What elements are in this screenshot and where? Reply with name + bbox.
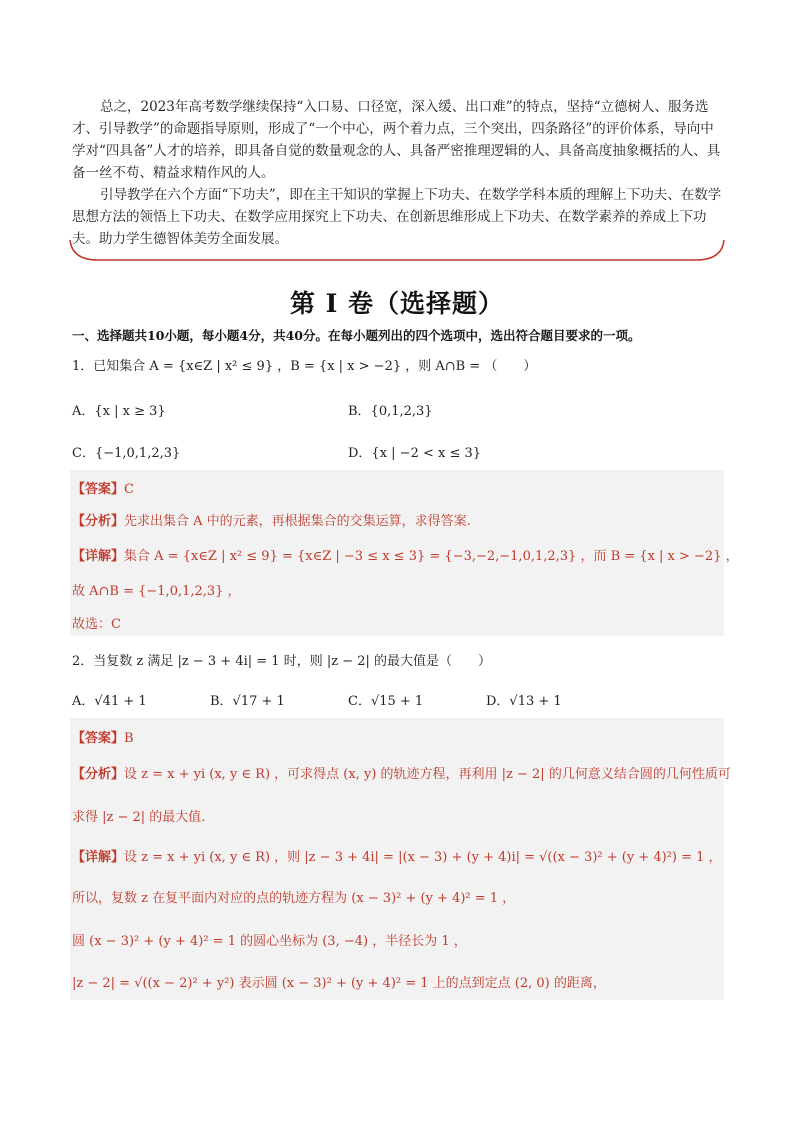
q1-detail-row-1 bbox=[72, 545, 739, 564]
q1-detail-row-3 bbox=[72, 613, 121, 632]
analysis-tag: 【分析】 bbox=[72, 767, 125, 782]
detail-text: |z − 2| = √((x − 2)² + y²) 表示圆 (x − 3)² + (y + 4)² = 1 上的点到定点 (2, 0) 的距离， bbox=[72, 976, 606, 991]
section-title: 第 I 卷（选择题） bbox=[289, 289, 505, 318]
detail-text: 所以，复数 z 在复平面内对应的点的轨迹方程为 (x − 3)² + (y + 4)² = 1 ， bbox=[72, 891, 516, 906]
analysis-text: 先求出集合 A 中的元素，再根据集合的交集运算，求得答案. bbox=[124, 514, 471, 529]
q2-option-a: A．√41 + 1 bbox=[72, 694, 147, 709]
q2-detail-row-3 bbox=[72, 930, 467, 949]
q2-detail-row-1 bbox=[72, 846, 722, 865]
detail-text: 故 A∩B = {−1,0,1,2,3} ， bbox=[72, 584, 241, 599]
analysis-text: 求得 |z − 2| 的最大值. bbox=[72, 810, 206, 825]
answer-value: C bbox=[124, 482, 134, 497]
intro-text bbox=[72, 96, 724, 250]
q1-option-b: B．{0,1,2,3} bbox=[348, 404, 433, 419]
detail-text: 集合 A = {x∈Z | x² ≤ 9} = {x∈Z | −3 ≤ x ≤ 3} = {−3,−2,−1,0,1,2,3} ，而 B = {x | x > −2} ， bbox=[124, 549, 739, 564]
q2-option-b: B．√17 + 1 bbox=[210, 694, 285, 709]
q1-answer-row bbox=[72, 478, 134, 497]
instructions: 一、选择题共10小题，每小题4分，共40分。在每小题列出的四个选项中，选出符合题目要求的一项。 bbox=[72, 328, 641, 343]
answer-tag: 【答案】 bbox=[72, 731, 125, 746]
q2-stem: 2．当复数 z 满足 |z − 3 + 4i| = 1 时，则 |z − 2| 的最大值是（ ） bbox=[72, 654, 492, 669]
q2-detail-row-2 bbox=[72, 887, 515, 906]
q2-option-d: D．√13 + 1 bbox=[486, 694, 562, 709]
q2-option-c: C．√15 + 1 bbox=[348, 694, 424, 709]
intro-paragraph-1: 总之，2023年高考数学继续保持“入口易、口径宽，深入缓、出口难”的特点，坚持“立德树人、服务选才、引导教学”的命题指导原则，形成了“一个中心，两个着力点，三个突出，四条路径”的评价体系，导向中学对“四具备”人才的培养，即具备自觉的数量观念的人、具备严密推理逻辑的人、具备高度抽象概括的人、具备一丝不苟、精益求精作风的人。 bbox=[72, 99, 721, 181]
q1-stem: 1．已知集合 A = {x∈Z | x² ≤ 9} ，B = {x | x > −2} ，则 A∩B = （ ） bbox=[72, 359, 537, 374]
detail-text: 设 z = x + yi (x, y ∈ R) ，则 |z − 3 + 4i| = |(x − 3) + (y + 4)i| = √((x − 3)² + (y + 4)²) = 1 ， bbox=[124, 850, 722, 865]
analysis-tag: 【分析】 bbox=[72, 514, 125, 529]
q1-analysis-row bbox=[72, 510, 471, 529]
q2-analysis-row-1 bbox=[72, 763, 731, 782]
analysis-text: 设 z = x + yi (x, y ∈ R) ，可求得点 (x, y) 的轨迹方程，再利用 |z − 2| 的几何意义结合圆的几何性质可 bbox=[124, 767, 731, 782]
detail-tag: 【详解】 bbox=[72, 549, 125, 564]
intro-paragraph-2: 引导教学在六个方面“下功夫”，即在主干知识的掌握上下功夫、在数学学科本质的理解上下功夫、在数学思想方法的领悟上下功夫、在数学应用探究上下功夫、在创新思维形成上下功夫、在数学素养的养成上下功夫。助力学生德智体美劳全面发展。 bbox=[72, 187, 722, 247]
q2-answer-row bbox=[72, 727, 134, 746]
red-curve-divider bbox=[68, 238, 726, 264]
detail-text: 故选：C bbox=[72, 617, 121, 632]
answer-value: B bbox=[124, 731, 134, 746]
detail-tag: 【详解】 bbox=[72, 850, 125, 865]
q1-option-d: D．{x | −2 < x ≤ 3} bbox=[348, 446, 482, 461]
q2-detail-row-4 bbox=[72, 972, 606, 991]
detail-text: 圆 (x − 3)² + (y + 4)² = 1 的圆心坐标为 (3, −4) ，半径长为 1 ， bbox=[72, 934, 467, 949]
q1-detail-row-2 bbox=[72, 580, 241, 599]
q1-option-a: A．{x | x ≥ 3} bbox=[72, 404, 166, 419]
q1-option-c: C．{−1,0,1,2,3} bbox=[72, 446, 181, 461]
answer-tag: 【答案】 bbox=[72, 482, 125, 497]
q2-analysis-row-2 bbox=[72, 806, 205, 825]
